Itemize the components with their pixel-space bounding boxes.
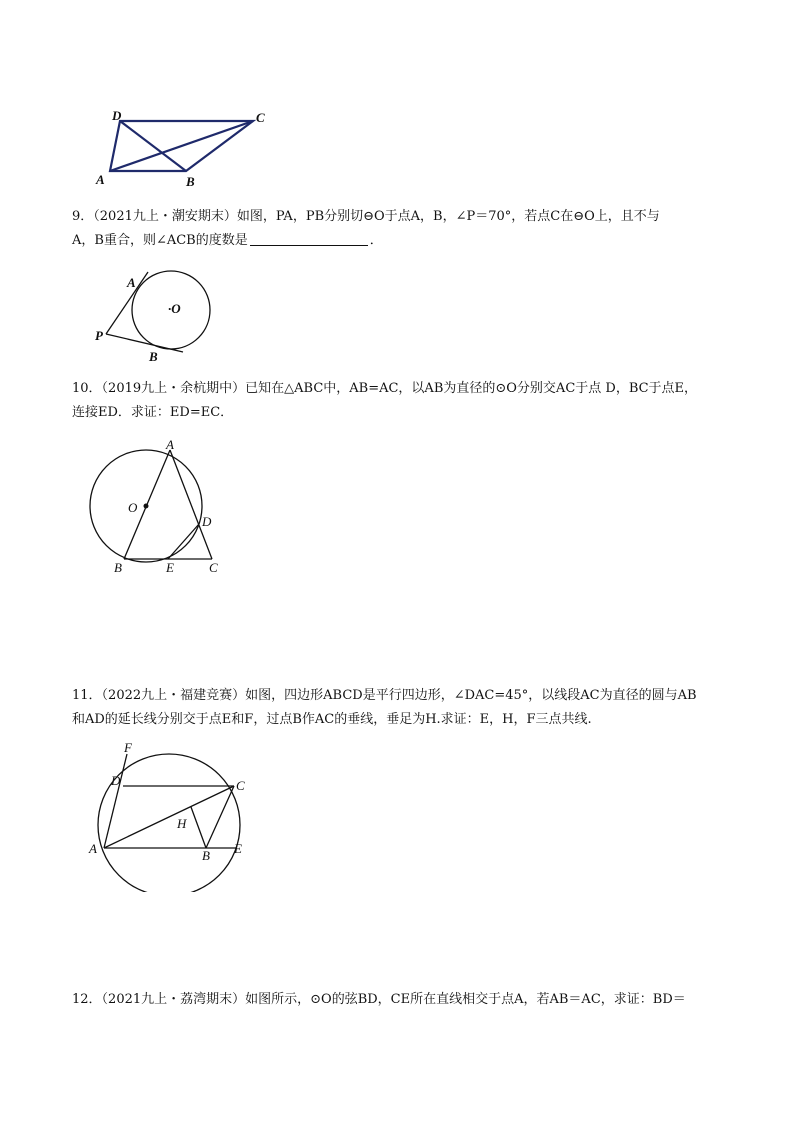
question-10 [72, 377, 732, 425]
label-f: F [124, 740, 132, 755]
question-10-line-2 [72, 401, 732, 425]
question-source: （2021九上・荔湾期末） [101, 992, 246, 1007]
segment-ac [170, 450, 212, 559]
label-h: H [177, 816, 187, 831]
question-11 [72, 684, 732, 732]
label-o: O [128, 500, 138, 515]
question-12 [72, 988, 732, 1012]
figure-parallelogram [90, 104, 280, 194]
label-c: C [209, 560, 218, 575]
question-text: 如图，PA，PB分别切⊖O于点A，B，∠P＝70°，若点C在⊖O上，且不与 [236, 209, 660, 224]
label-a: A [166, 440, 174, 452]
label-d: D [111, 773, 121, 788]
question-number: 10． [72, 381, 102, 396]
tangent-pb [106, 334, 183, 352]
segment-bh [191, 807, 206, 848]
question-text: 已知在△ABC中，AB=AC，以AB为直径的⊙O分别交AC于点 D，BC于点E， [245, 381, 698, 396]
label-b: B [186, 174, 195, 189]
segment-ed [168, 524, 199, 559]
label-b: B [202, 848, 210, 863]
question-source: （2021九上・潮安期末） [93, 209, 237, 224]
center-dot [144, 504, 149, 509]
question-9-line-1 [72, 205, 732, 229]
question-text: 和AD的延长线分别交于点E和F，过点B作AC的垂线，垂足为H.求证：E，H，F三点共线. [72, 712, 592, 727]
line-af [104, 754, 127, 848]
label-a: A [89, 841, 97, 856]
question-number: 12． [72, 992, 102, 1007]
label-e: E [166, 560, 174, 575]
question-text: 连接ED．求证：ED=EC． [72, 405, 234, 420]
label-d: D [202, 514, 212, 529]
segment-ac [104, 786, 234, 848]
question-12-line-1 [72, 988, 732, 1012]
figure-tangent-circle [88, 268, 218, 368]
label-p: P [95, 328, 103, 343]
question-text: ． [369, 233, 383, 248]
label-b: B [149, 349, 158, 364]
figure-parallelogram-circle [84, 740, 254, 892]
figure-isosceles-circle [86, 440, 236, 580]
question-11-line-1 [72, 684, 732, 708]
label-a: A [127, 275, 136, 290]
question-text: A，B重合，则∠ACB的度数是 [72, 233, 248, 248]
question-source: （2019九上・余杭期中） [101, 381, 246, 396]
label-c: C [256, 110, 265, 125]
answer-blank[interactable] [250, 231, 368, 246]
question-9 [72, 205, 732, 253]
label-e: E [234, 841, 242, 856]
label-d: D [112, 108, 122, 123]
question-number: 11． [72, 688, 102, 703]
question-number: 9． [72, 209, 94, 224]
question-9-line-2 [72, 229, 732, 253]
question-text: 如图，四边形ABCD是平行四边形，∠DAC=45°，以线段AC为直径的圆与AB [245, 688, 697, 703]
segment-cb [206, 786, 234, 848]
label-b: B [114, 560, 122, 575]
label-a: A [96, 172, 105, 187]
question-source: （2022九上・福建竞赛） [101, 688, 246, 703]
question-11-line-2 [72, 708, 732, 732]
question-10-line-1 [72, 377, 732, 401]
question-text: 如图所示，⊙O的弦BD，CE所在直线相交于点A，若AB＝AC，求证：BD＝ [245, 992, 686, 1007]
label-c: C [236, 778, 245, 793]
label-o: ·O [168, 301, 181, 316]
